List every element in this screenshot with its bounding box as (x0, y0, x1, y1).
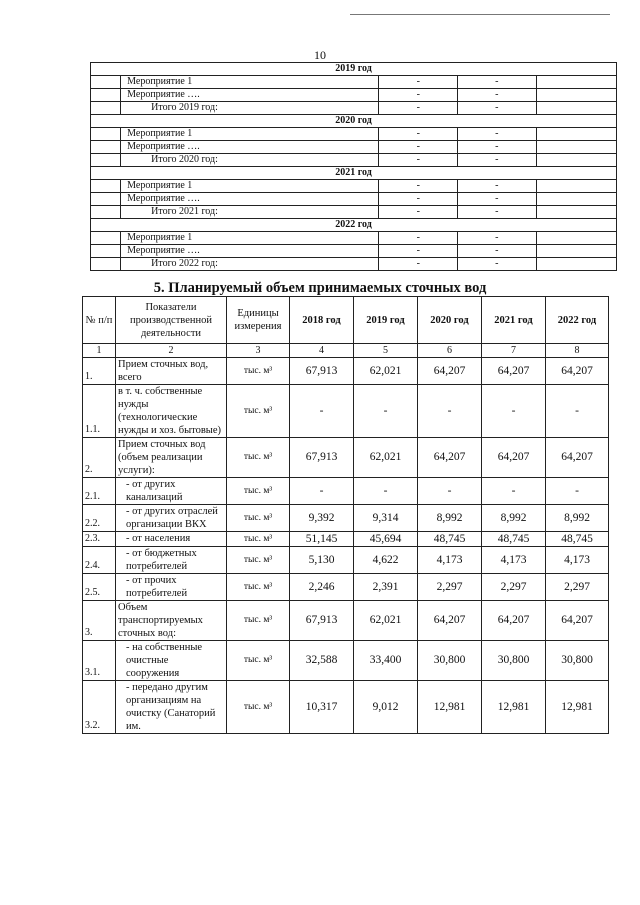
row-value: 64,207 (418, 438, 482, 478)
plan-item-label: Мероприятие 1 (121, 180, 379, 193)
row-value: - (482, 385, 546, 438)
plan-row (91, 76, 617, 89)
plan-row (91, 232, 617, 245)
row-value: 12,981 (546, 681, 609, 734)
row-value: 32,588 (290, 641, 354, 681)
plan-value-cell: - (458, 102, 537, 115)
row-value: 30,800 (546, 641, 609, 681)
row-value: - (546, 385, 609, 438)
plan-row (91, 102, 617, 115)
table-header-cell: Показатели производственной деятельности (116, 297, 227, 344)
column-number-cell: 4 (290, 344, 354, 358)
row-indicator-name: - на собственные очистные сооружения (116, 641, 227, 681)
row-value: 67,913 (290, 438, 354, 478)
row-value: 30,800 (418, 641, 482, 681)
row-number: 2. (83, 438, 116, 478)
plan-value-cell: - (379, 245, 458, 258)
plan-value-cell: - (458, 258, 537, 271)
row-value: 64,207 (418, 601, 482, 641)
row-value: 67,913 (290, 358, 354, 385)
plan-row (91, 180, 617, 193)
plan-year-label: 2021 год (91, 167, 617, 180)
row-indicator-name: - от населения (116, 532, 227, 547)
row-value: - (290, 385, 354, 438)
row-unit: тыс. м³ (227, 358, 290, 385)
row-value: 62,021 (354, 438, 418, 478)
row-value: 8,992 (482, 505, 546, 532)
row-value: 4,173 (546, 547, 609, 574)
table-row (83, 478, 609, 505)
column-number-cell: 6 (418, 344, 482, 358)
plan-empty-cell (91, 102, 121, 115)
row-value: 2,297 (482, 574, 546, 601)
plan-year-label: 2022 год (91, 219, 617, 232)
plan-value-cell: - (379, 180, 458, 193)
row-number: 3.1. (83, 641, 116, 681)
plan-empty-cell (536, 232, 616, 245)
plan-empty-cell (91, 232, 121, 245)
table-header-cell: 2020 год (418, 297, 482, 344)
plan-value-cell: - (379, 206, 458, 219)
plan-item-label: Мероприятие 1 (121, 128, 379, 141)
plan-total-label: Итого 2021 год: (121, 206, 379, 219)
plan-year-label: 2019 год (91, 63, 617, 76)
plan-value-cell: - (379, 154, 458, 167)
plan-row (91, 258, 617, 271)
plan-value-cell: - (379, 141, 458, 154)
row-number: 2.2. (83, 505, 116, 532)
row-value: 2,391 (354, 574, 418, 601)
plan-value-cell: - (458, 180, 537, 193)
row-unit: тыс. м³ (227, 438, 290, 478)
row-value: 9,314 (354, 505, 418, 532)
plan-row (91, 141, 617, 154)
row-unit: тыс. м³ (227, 681, 290, 734)
plan-empty-cell (91, 141, 121, 154)
row-value: 2,246 (290, 574, 354, 601)
row-value: 2,297 (418, 574, 482, 601)
plan-item-label: Мероприятие …. (121, 89, 379, 102)
plan-empty-cell (536, 193, 616, 206)
header-rule (350, 14, 610, 15)
row-value: - (482, 478, 546, 505)
row-indicator-name: Прием сточных вод (объем реализации услуги): (116, 438, 227, 478)
row-indicator-name: Объем транспортируемых сточных вод: (116, 601, 227, 641)
plan-year-row (91, 167, 617, 180)
row-value: 10,317 (290, 681, 354, 734)
plan-value-cell: - (458, 154, 537, 167)
row-value: 9,392 (290, 505, 354, 532)
column-number-cell: 7 (482, 344, 546, 358)
row-value: - (418, 385, 482, 438)
row-number: 2.5. (83, 574, 116, 601)
table-header-row (83, 297, 609, 344)
table-row (83, 438, 609, 478)
plan-empty-cell (91, 89, 121, 102)
plan-value-cell: - (458, 245, 537, 258)
row-value: 64,207 (546, 358, 609, 385)
row-unit: тыс. м³ (227, 385, 290, 438)
table-row (83, 505, 609, 532)
plan-item-label: Мероприятие …. (121, 193, 379, 206)
row-number: 2.4. (83, 547, 116, 574)
row-value: 2,297 (546, 574, 609, 601)
plan-empty-cell (536, 102, 616, 115)
plan-empty-cell (536, 141, 616, 154)
plan-value-cell: - (379, 258, 458, 271)
plan-total-label: Итого 2020 год: (121, 154, 379, 167)
table-row (83, 385, 609, 438)
plan-row (91, 89, 617, 102)
row-value: 48,745 (546, 532, 609, 547)
plan-value-cell: - (458, 193, 537, 206)
plan-year-row (91, 63, 617, 76)
plan-row (91, 193, 617, 206)
plan-empty-cell (91, 76, 121, 89)
page-number: 10 (314, 48, 326, 62)
row-number: 3.2. (83, 681, 116, 734)
plan-empty-cell (536, 206, 616, 219)
plan-value-cell: - (458, 89, 537, 102)
column-number-row (83, 344, 609, 358)
plan-empty-cell (91, 128, 121, 141)
row-value: 64,207 (546, 438, 609, 478)
row-value: 8,992 (546, 505, 609, 532)
row-value: - (290, 478, 354, 505)
row-number: 3. (83, 601, 116, 641)
row-value: 51,145 (290, 532, 354, 547)
section-title: 5. Планируемый объем принимаемых сточных вод (153, 280, 487, 296)
plan-value-cell: - (458, 128, 537, 141)
row-value: 62,021 (354, 358, 418, 385)
row-value: 67,913 (290, 601, 354, 641)
plan-empty-cell (91, 258, 121, 271)
row-number: 2.3. (83, 532, 116, 547)
plan-year-row (91, 115, 617, 128)
column-number-cell: 2 (116, 344, 227, 358)
plan-total-label: Итого 2022 год: (121, 258, 379, 271)
row-value: 9,012 (354, 681, 418, 734)
row-unit: тыс. м³ (227, 478, 290, 505)
row-value: 64,207 (482, 438, 546, 478)
row-value: 4,173 (418, 547, 482, 574)
row-value: 5,130 (290, 547, 354, 574)
plan-row (91, 245, 617, 258)
row-value: 4,173 (482, 547, 546, 574)
row-number: 1. (83, 358, 116, 385)
row-value: 64,207 (418, 358, 482, 385)
plan-empty-cell (536, 258, 616, 271)
table-row (83, 532, 609, 547)
row-unit: тыс. м³ (227, 505, 290, 532)
row-value: 30,800 (482, 641, 546, 681)
plan-value-cell: - (379, 89, 458, 102)
table-row (83, 547, 609, 574)
plan-empty-cell (536, 128, 616, 141)
plan-total-label: Итого 2019 год: (121, 102, 379, 115)
column-number-cell: 1 (83, 344, 116, 358)
plan-empty-cell (91, 193, 121, 206)
plan-value-cell: - (458, 76, 537, 89)
plan-table (90, 62, 617, 271)
row-value: 4,622 (354, 547, 418, 574)
row-unit: тыс. м³ (227, 641, 290, 681)
row-value: - (546, 478, 609, 505)
row-value: - (354, 478, 418, 505)
row-value: 64,207 (482, 358, 546, 385)
row-unit: тыс. м³ (227, 547, 290, 574)
table-row (83, 574, 609, 601)
plan-year-row (91, 219, 617, 232)
row-unit: тыс. м³ (227, 532, 290, 547)
row-unit: тыс. м³ (227, 601, 290, 641)
plan-item-label: Мероприятие 1 (121, 76, 379, 89)
row-number: 1.1. (83, 385, 116, 438)
plan-value-cell: - (458, 206, 537, 219)
row-value: 64,207 (482, 601, 546, 641)
row-value: 48,745 (482, 532, 546, 547)
table-header-cell: 2019 год (354, 297, 418, 344)
table-header-cell: 2021 год (482, 297, 546, 344)
column-number-cell: 8 (546, 344, 609, 358)
wastewater-table (82, 296, 609, 734)
row-value: 64,207 (546, 601, 609, 641)
plan-value-cell: - (379, 102, 458, 115)
row-value: 48,745 (418, 532, 482, 547)
row-value: 12,981 (482, 681, 546, 734)
plan-empty-cell (91, 180, 121, 193)
plan-value-cell: - (379, 193, 458, 206)
table-row (83, 601, 609, 641)
plan-row (91, 154, 617, 167)
plan-empty-cell (536, 180, 616, 193)
table-header-cell: № п/п (83, 297, 116, 344)
plan-value-cell: - (379, 76, 458, 89)
plan-item-label: Мероприятие …. (121, 245, 379, 258)
plan-row (91, 128, 617, 141)
table-row (83, 681, 609, 734)
plan-item-label: Мероприятие …. (121, 141, 379, 154)
plan-empty-cell (91, 154, 121, 167)
row-value: 12,981 (418, 681, 482, 734)
table-header-cell: 2022 год (546, 297, 609, 344)
plan-empty-cell (536, 89, 616, 102)
row-value: 8,992 (418, 505, 482, 532)
row-indicator-name: Прием сточных вод, всего (116, 358, 227, 385)
plan-row (91, 206, 617, 219)
plan-empty-cell (536, 154, 616, 167)
row-number: 2.1. (83, 478, 116, 505)
plan-empty-cell (536, 76, 616, 89)
row-indicator-name: - от прочих потребителей (116, 574, 227, 601)
row-value: 45,694 (354, 532, 418, 547)
plan-year-label: 2020 год (91, 115, 617, 128)
wastewater-table-body (83, 297, 609, 734)
plan-empty-cell (536, 245, 616, 258)
row-value: - (354, 385, 418, 438)
column-number-cell: 5 (354, 344, 418, 358)
plan-empty-cell (91, 206, 121, 219)
plan-value-cell: - (379, 232, 458, 245)
table-header-cell: 2018 год (290, 297, 354, 344)
row-value: 62,021 (354, 601, 418, 641)
table-header-cell: Единицы измерения (227, 297, 290, 344)
plan-empty-cell (91, 245, 121, 258)
row-unit: тыс. м³ (227, 574, 290, 601)
row-value: 33,400 (354, 641, 418, 681)
plan-value-cell: - (458, 232, 537, 245)
table-row (83, 641, 609, 681)
plan-value-cell: - (379, 128, 458, 141)
row-value: - (418, 478, 482, 505)
column-number-cell: 3 (227, 344, 290, 358)
row-indicator-name: - от других отраслей организации ВКХ (116, 505, 227, 532)
plan-value-cell: - (458, 141, 537, 154)
row-indicator-name: в т. ч. собственные нужды (технологические нужды и хоз. бытовые) (116, 385, 227, 438)
plan-table-body (91, 63, 617, 271)
row-indicator-name: - от бюджетных потребителей (116, 547, 227, 574)
plan-item-label: Мероприятие 1 (121, 232, 379, 245)
table-row (83, 358, 609, 385)
row-indicator-name: - передано другим организациям на очистку (Санаторий им. (116, 681, 227, 734)
row-indicator-name: - от других канализаций (116, 478, 227, 505)
